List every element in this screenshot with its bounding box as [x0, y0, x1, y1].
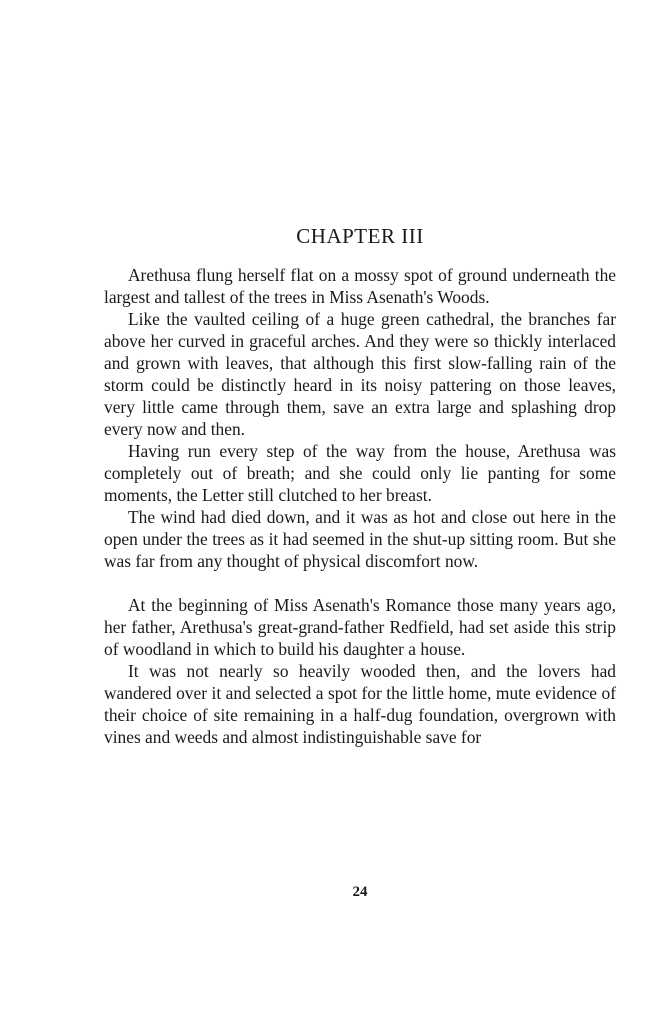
paragraph-5: At the beginning of Miss Asenath's Romance those many years ago, her father, Arethusa's great-grand-father Redfield, had set aside this strip of woodland in which to build his daughter a house. — [104, 595, 616, 659]
paragraph-6: It was not nearly so heavily wooded then, and the lovers had wandered over it and selected a spot for the little home, mute evidence of their choice of site remaining in a half-dug foundation, overgrown with vines and weeds and almost indistinguishable save for — [104, 661, 616, 747]
paragraph-4: The wind had died down, and it was as hot and close out here in the open under the trees as it had seemed in the shut-up sitting room. But she was far from any thought of physical discomfort now. — [104, 507, 616, 571]
paragraph-2: Like the vaulted ceiling of a huge green cathedral, the branches far above her curved in graceful arches. And they were so thickly interlaced and grown with leaves, that although this first slow-falling rain of the storm could be distinctly heard in its noisy pattering on those leaves, very little came through them, save an extra large and splashing drop every now and then. — [104, 309, 616, 439]
book-page — [104, 0, 616, 1033]
paragraph-1: Arethusa flung herself flat on a mossy spot of ground underneath the largest and tallest of the trees in Miss Asenath's Woods. — [104, 265, 616, 307]
chapter-body — [104, 264, 616, 748]
page-number: 24 — [352, 884, 368, 900]
paragraph-3: Having run every step of the way from the house, Arethusa was completely out of breath; and she could only lie panting for some moments, the Letter still clutched to her breast. — [104, 441, 616, 505]
chapter-heading: CHAPTER III — [296, 224, 424, 248]
